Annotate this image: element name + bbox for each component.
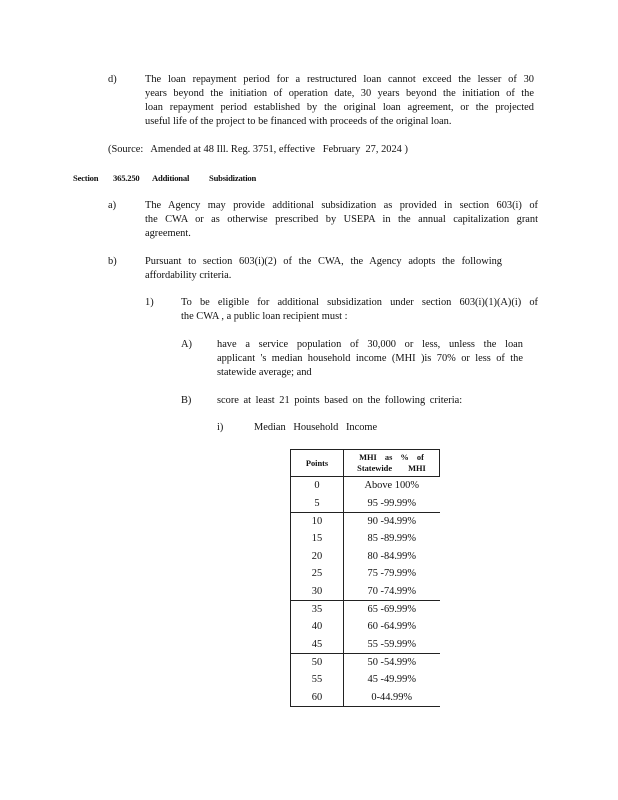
table-header-row [291, 450, 440, 477]
item-1-text [181, 296, 538, 324]
points-cell: 20 [291, 548, 344, 565]
item-d-line: loan repayment period established by the original loan agreement, or the projected [145, 102, 534, 113]
section-title-1: Additional [152, 173, 190, 183]
item-B-label: B) [181, 395, 192, 406]
item-i-text: Median Household Income [254, 422, 378, 433]
points-cell: 15 [291, 530, 344, 547]
source-note: (Source: Amended at 48 Ill. Reg. 3751, effective February 27, 2024 ) [108, 144, 408, 155]
item-a-line: the CWA or as otherwise prescribed by USEPA in the annual capitalization grant [145, 214, 538, 225]
table-row [291, 636, 440, 654]
points-cell: 30 [291, 582, 344, 600]
points-cell: 0 [291, 477, 344, 495]
item-d-line: years beyond the initiation of operation date, 30 years beyond the initiation of the [145, 88, 534, 99]
points-cell: 45 [291, 636, 344, 654]
table-row [291, 477, 440, 495]
mhi-cell: 85 -89.99% [367, 533, 416, 545]
table-row [291, 494, 440, 512]
mhi-cell: 60 -64.99% [367, 621, 416, 633]
item-i-label: i) [217, 422, 224, 433]
item-A-line: statewide average; and [217, 367, 312, 378]
item-d-text [145, 73, 534, 129]
mhi-cell: 95 -99.99% [367, 497, 416, 509]
table-row [291, 565, 440, 582]
table-row [291, 548, 440, 565]
mhi-cell: 45 -49.99% [367, 674, 416, 686]
section-number: 365.250 [113, 173, 140, 183]
points-cell: 55 [291, 671, 344, 688]
item-A-text [217, 338, 523, 380]
mhi-cell: 0-44.99% [371, 691, 413, 703]
table-row [291, 582, 440, 600]
item-b-label: b) [108, 256, 117, 267]
mhi-cell: 55 -59.99% [367, 638, 416, 650]
mhi-cell: 75 -79.99% [367, 568, 416, 580]
header-mhi [344, 450, 440, 477]
header-points: Points [291, 450, 344, 477]
header-mhi-line-2: Statewide MHI [357, 464, 426, 473]
table-row [291, 512, 440, 530]
item-B-text: score at least 21 points based on the following criteria: [217, 395, 463, 406]
item-b-line: Pursuant to section 603(i)(2) of the CWA, the Agency adopts the following [145, 256, 502, 267]
item-d-line: useful life of the project to be financed with proceeds of the original loan. [145, 116, 452, 127]
section-word: Section [73, 173, 99, 183]
mhi-cell: 70 -74.99% [367, 585, 416, 597]
item-d-line: The loan repayment period for a restructured loan cannot exceed the lesser of 30 [145, 74, 534, 85]
table-row [291, 618, 440, 635]
points-cell: 35 [291, 600, 344, 618]
item-a-line: agreement. [145, 228, 191, 239]
mhi-cell: 50 -54.99% [344, 653, 440, 671]
header-mhi-line-1: MHI as % of [359, 453, 424, 462]
item-a-label: a) [108, 200, 117, 211]
item-A-label: A) [181, 339, 192, 350]
table-row [291, 689, 440, 707]
item-1-line: To be eligible for additional subsidization under section 603(i)(1)(A)(i) of [181, 297, 538, 308]
item-1-label: 1) [145, 297, 154, 308]
points-cell: 5 [291, 494, 344, 512]
item-d-label: d) [108, 74, 117, 85]
item-b-text [145, 255, 502, 283]
item-a-text [145, 199, 538, 241]
points-cell: 50 [291, 653, 344, 671]
item-a-line: The Agency may provide additional subsidization as provided in section 603(i) of [145, 200, 538, 211]
table-row [291, 671, 440, 688]
item-1-line: the CWA , a public loan recipient must : [181, 311, 348, 322]
mhi-points-table [290, 449, 440, 707]
mhi-cell: 90 -94.99% [344, 512, 440, 530]
mhi-cell: Above 100% [364, 480, 420, 492]
points-cell: 10 [291, 512, 344, 530]
points-cell: 40 [291, 618, 344, 635]
table-row [291, 653, 440, 671]
points-cell: 60 [291, 689, 344, 707]
mhi-cell: 80 -84.99% [367, 550, 416, 562]
item-b-line: affordability criteria. [145, 270, 232, 281]
table-row [291, 530, 440, 547]
mhi-cell: 65 -69.99% [344, 600, 440, 618]
item-A-line: applicant 's median household income (MHI )is 70% or less of the [217, 353, 523, 364]
table-row [291, 600, 440, 618]
section-title-2: Subsidization [209, 173, 257, 183]
points-cell: 25 [291, 565, 344, 582]
item-A-line: have a service population of 30,000 or less, unless the loan [217, 339, 523, 350]
